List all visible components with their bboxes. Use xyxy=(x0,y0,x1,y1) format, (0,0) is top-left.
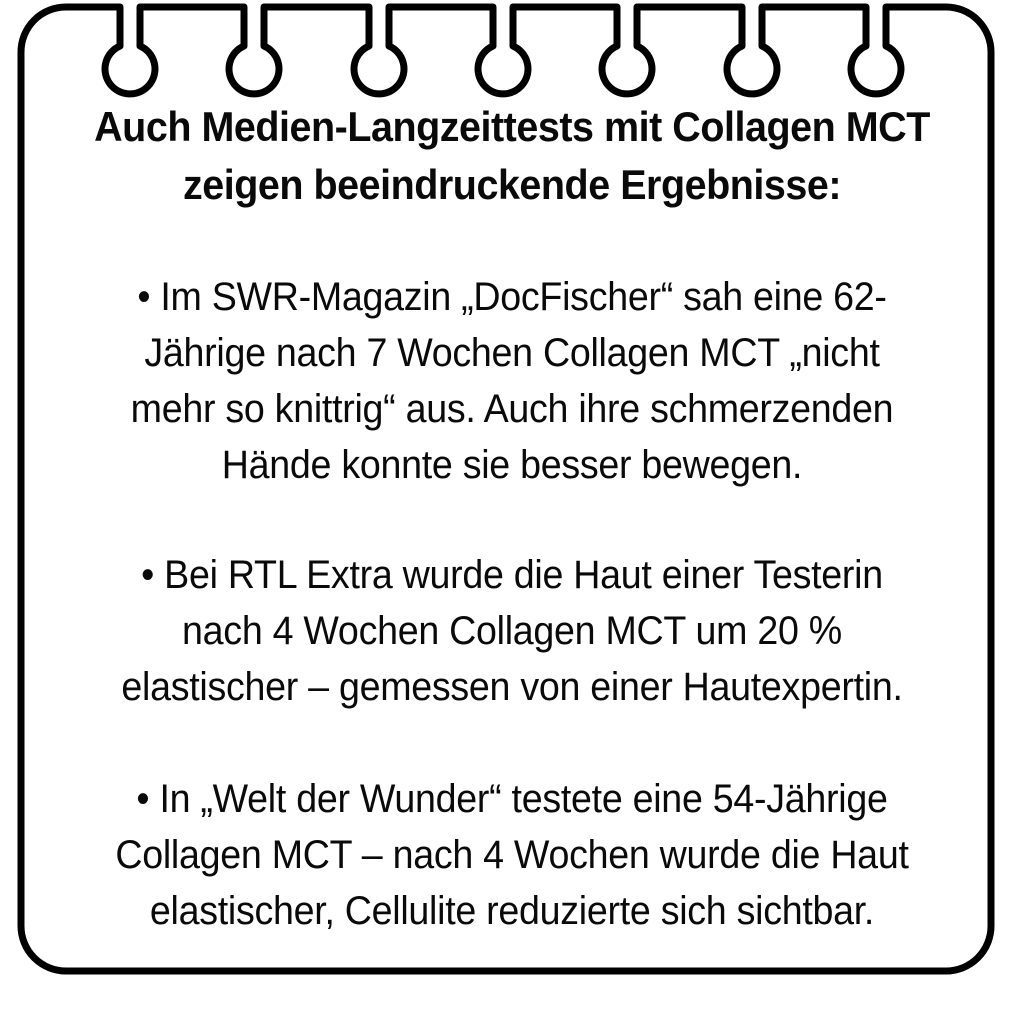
bullet-line: mehr so knittrig“ aus. Auch ihre schmerzenden xyxy=(130,387,894,431)
note-title xyxy=(68,98,955,214)
bullet-line: elastischer – gemessen von einer Hautexpertin. xyxy=(121,665,903,709)
bullet-paragraph-welt-der-wunder xyxy=(68,771,955,939)
bullet-line: • Im SWR-Magazin „DocFischer“ sah eine 62- xyxy=(137,275,887,319)
bullet-line: Hände konnte sie besser bewegen. xyxy=(221,443,803,487)
bullet-line: • Bei RTL Extra wurde die Haut einer Testerin xyxy=(141,553,883,597)
title-line: Auch Medien-Langzeittests mit Collagen MCT xyxy=(94,103,930,150)
bullet-paragraph-swr xyxy=(68,269,955,493)
bullet-line: nach 4 Wochen Collagen MCT um 20 % xyxy=(182,609,842,653)
bullet-line: Collagen MCT – nach 4 Wochen wurde die Haut xyxy=(115,833,909,877)
title-line: zeigen beeindruckende Ergebnisse: xyxy=(182,161,842,208)
bullet-paragraph-rtl xyxy=(68,547,955,715)
bullet-line: elastischer, Cellulite reduzierte sich sichtbar. xyxy=(149,889,875,933)
bullet-line: • In „Welt der Wunder“ testete eine 54-Jährige xyxy=(136,777,888,821)
bullet-line: Jährige nach 7 Wochen Collagen MCT „nicht xyxy=(144,331,880,375)
